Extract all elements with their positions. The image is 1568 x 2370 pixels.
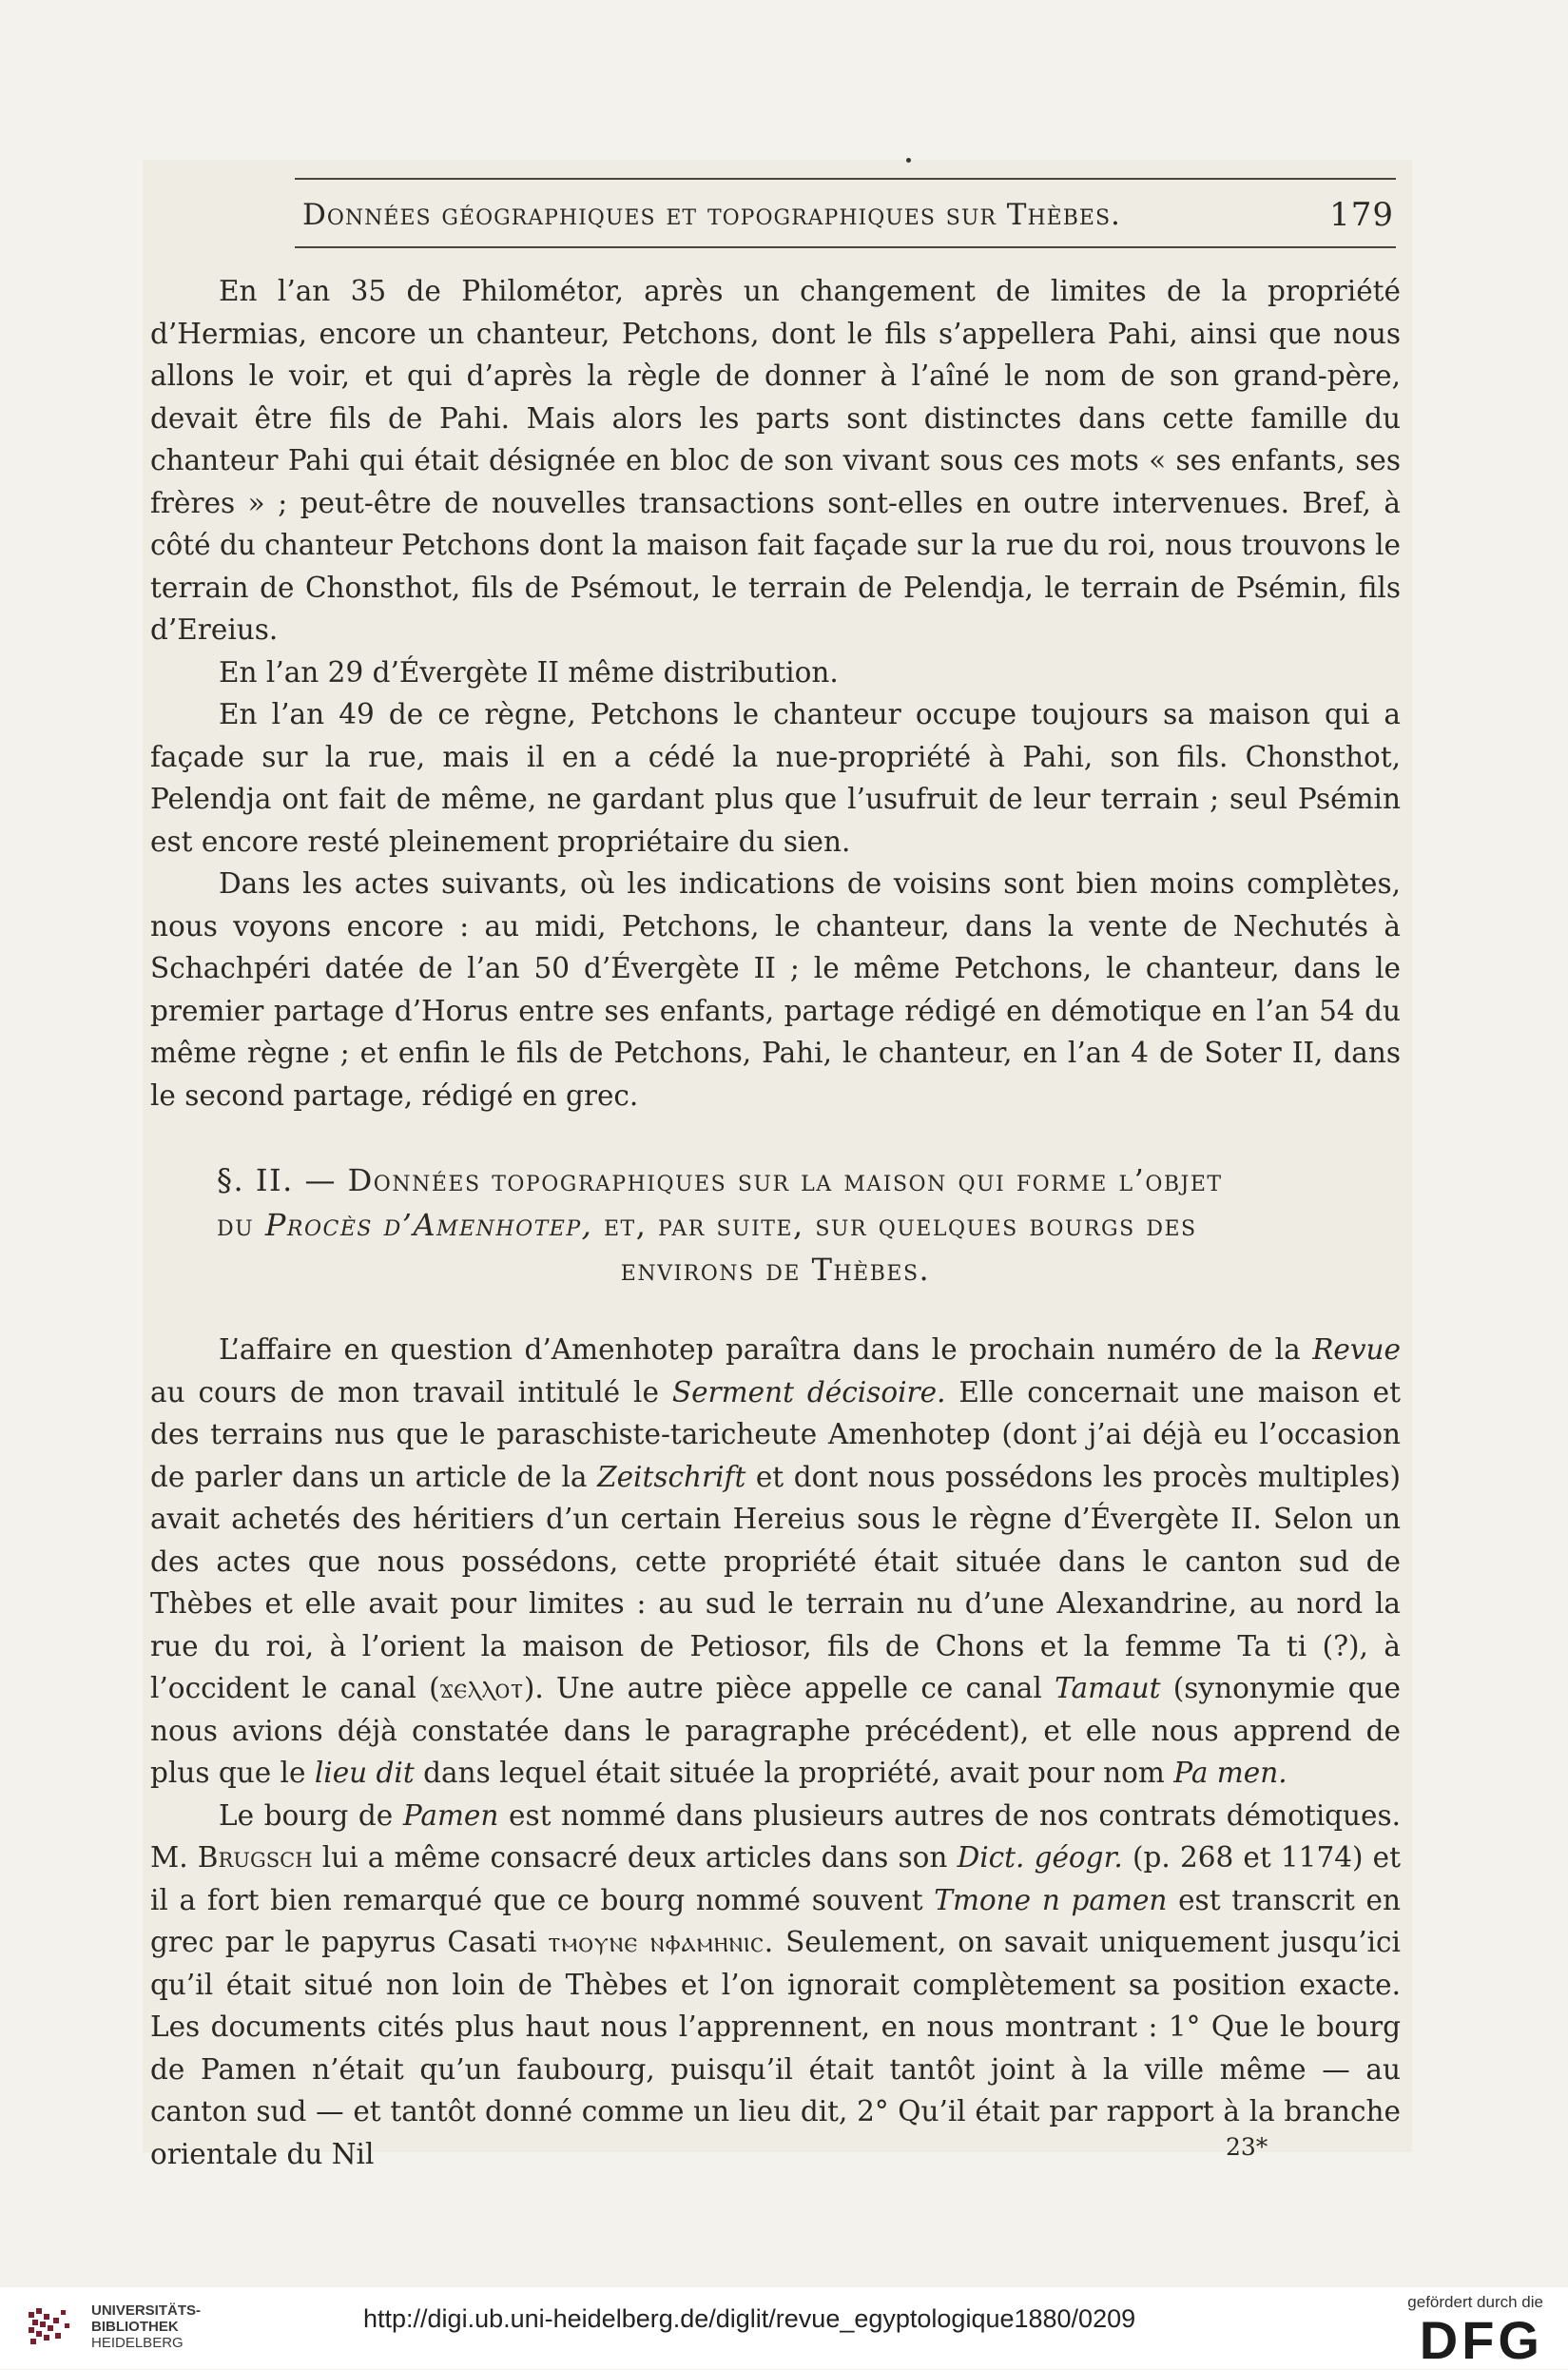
section-heading-line1: §. II. — Données topographiques sur la maison qui forme l’objet (217, 1162, 1223, 1198)
paragraph-1: En l’an 35 de Philométor, après un changement de limites de la propriété d’Hermias, encore un chanteur, Petchons, dont le fils s’appellera Pahi, ainsi que nous allons le voir, et qui d’après la règle de donner à l’aîné le nom de son grand-père, devait être fils de Pahi. Mais alors les parts sont distinctes dans cette famille du chanteur Pahi qui était désignée en bloc de son vivant sous ces mots « ses enfants, ses frères » ; peut-être de nouvelles transactions sont-elles en outre intervenues. Bref, à côté du chanteur Petchons dont la maison fait façade sur la rue du roi, nous trouvons le terrain de Chonsthot, fils de Psémout, le terrain de Pelendja, le terrain de Psémin, fils d’Ereius. (150, 275, 1401, 646)
p5-text-7: dans lequel était située la propriété, avait pour nom (423, 1757, 1165, 1789)
p5-italic-serment: Serment décisoire. (671, 1375, 946, 1408)
p6-italic-pamen: Pamen (402, 1798, 499, 1832)
p5-coptic-word: ϫⲉⲗⲗⲟⲧ (439, 1672, 524, 1704)
section-heading (150, 1158, 1401, 1292)
p6-text-3: lui a même consacré deux articles dans son (321, 1841, 948, 1874)
p6-text-1: Le bourg de (219, 1798, 394, 1832)
p5-text-4: et dont nous possédons les procès multiples) avait achetés des héritiers d’un certain Hereius sous le règne d’Évergète II. Selon un des actes que nous possédons, cette propriété était située dans le canton sud de Thèbes et elle avait pour limites : au sud le terrain nu d’une Alexandrine, au nord la rue du roi, à l’orient la maison de Petiosor, fils de Chons et la femme Ta ti (?), à l’occident le canal ( (150, 1460, 1401, 1704)
p5-text-1: L’affaire en question d’Amenhotep paraîtra dans le prochain numéro de la (219, 1333, 1301, 1366)
p5-italic-tamaut: Tamaut (1055, 1672, 1161, 1704)
p5-italic-pa-men: Pa men. (1173, 1757, 1287, 1789)
page-number: 179 (1329, 196, 1394, 234)
body-text (150, 270, 1401, 2175)
p5-text-6: (synonymie que nous avions déjà constatée dans le paragraphe précédent), et elle nous apprend de plus que le (150, 1672, 1402, 1789)
signature-mark: 23* (1226, 2133, 1268, 2161)
university-seal-icon (27, 2304, 84, 2352)
dfg-logo: DFG (1419, 2310, 1543, 2370)
p6-italic-tmone: Tmone n pamen (934, 1883, 1168, 1916)
running-head (302, 190, 1396, 240)
p5-text-5: ). Une autre pièce appelle ce canal (523, 1672, 1042, 1704)
paragraph-6 (150, 1795, 1401, 2176)
print-speck (906, 158, 911, 163)
footer-bar (0, 2287, 1568, 2369)
header-rule-bottom (295, 246, 1396, 248)
section-heading-italic: Procès d’Amenhotep, (264, 1207, 593, 1243)
p6-text-6: Seulement, on savait uniquement jusqu’ici qu’il était situé non loin de Thèbes et l’on ignorait complètement sa position exacte. Les documents cités plus haut nous l’apprennent, en nous montrant : 1° Que le bourg de Pamen n’était qu’un faubourg, puisqu’il était tantôt joint à la ville même — au canton sud — et tantôt donné comme un lieu dit, 2° Qu’il était par rapport à la branche orientale du Nil (150, 1926, 1401, 2170)
paragraph-3: En l’an 49 de ce règne, Petchons le chanteur occupe toujours sa maison qui a façade sur la rue, mais il en a cédé la nue-propriété à Pahi, son fils. Chonsthot, Pelendja ont fait de même, ne gardant plus que l’usufruit de leur terrain ; seul Psémin est encore resté pleinement propriétaire du sien. (150, 698, 1401, 858)
institution-line2: BIBLIOTHEK (91, 2319, 179, 2335)
p6-text-2: est nommé dans plusieurs autres de nos contrats démotiques. M. (150, 1798, 1401, 1874)
section-heading-du: du (217, 1207, 255, 1243)
p6-author-brugsch: Brugsch (197, 1841, 313, 1874)
institution-name (91, 2302, 201, 2351)
institution-line1: UNIVERSITÄTS- (91, 2302, 202, 2319)
funded-by-label: gefördert durch die (1407, 2293, 1543, 2311)
paragraph-4: Dans les actes suivants, où les indications de voisins sont bien moins complètes, nous voyons encore : au midi, Petchons, le chanteur, dans la vente de Nechutés à Schachpéri datée de l’an 50 d’Évergète II ; le même Petchons, le chanteur, dans le premier partage d’Horus entre ses enfants, partage rédigé en démotique en l’an 54 du même règne ; et enfin le fils de Petchons, Pahi, le chanteur, en l’an 4 de Soter II, dans le second partage, rédigé en grec. (150, 867, 1401, 1112)
p5-italic-lieu-dit: lieu dit (314, 1757, 415, 1789)
p5-italic-revue: Revue (1312, 1333, 1401, 1366)
paragraph-5 (150, 1329, 1401, 1795)
p5-text-2: au cours de mon travail intitulé le (150, 1375, 659, 1408)
section-heading-line2 (150, 1203, 1401, 1248)
p6-text-4: (p. 268 et 1174) et il a fort bien remarqué que ce bourg nommé souvent (150, 1841, 1401, 1916)
permalink-url[interactable]: http://digi.ub.uni-heidelberg.de/diglit/revue_egyptologique1880/0209 (363, 2304, 1136, 2333)
p6-text-5: est transcrit en grec par le papyrus Casati (150, 1883, 1401, 1958)
paragraph-2: En l’an 29 d’Évergète II même distribution. (219, 655, 839, 689)
institution-line3: HEIDELBERG (91, 2335, 184, 2351)
section-heading-line3: environs de Thèbes. (620, 1252, 931, 1288)
p6-italic-dict: Dict. géogr. (957, 1841, 1123, 1874)
p5-text-3: Elle concernait une maison et des terrains nus que le paraschiste-taricheute Amenhotep (dont j’ai déjà eu l’occasion de parler dans un article de la (150, 1375, 1401, 1493)
running-title: Données géographiques et topographiques sur Thèbes. (302, 198, 1121, 232)
section-heading-suffix: et, par suite, sur quelques bourgs des (603, 1207, 1197, 1243)
p6-coptic-word: ⲧⲙⲟⲩⲛⲉ ⲛⲫⲁⲙⲏⲛⲓⲥ. (548, 1926, 775, 1958)
p5-italic-zeitschrift: Zeitschrift (597, 1460, 746, 1493)
header-rule-top (295, 178, 1396, 180)
